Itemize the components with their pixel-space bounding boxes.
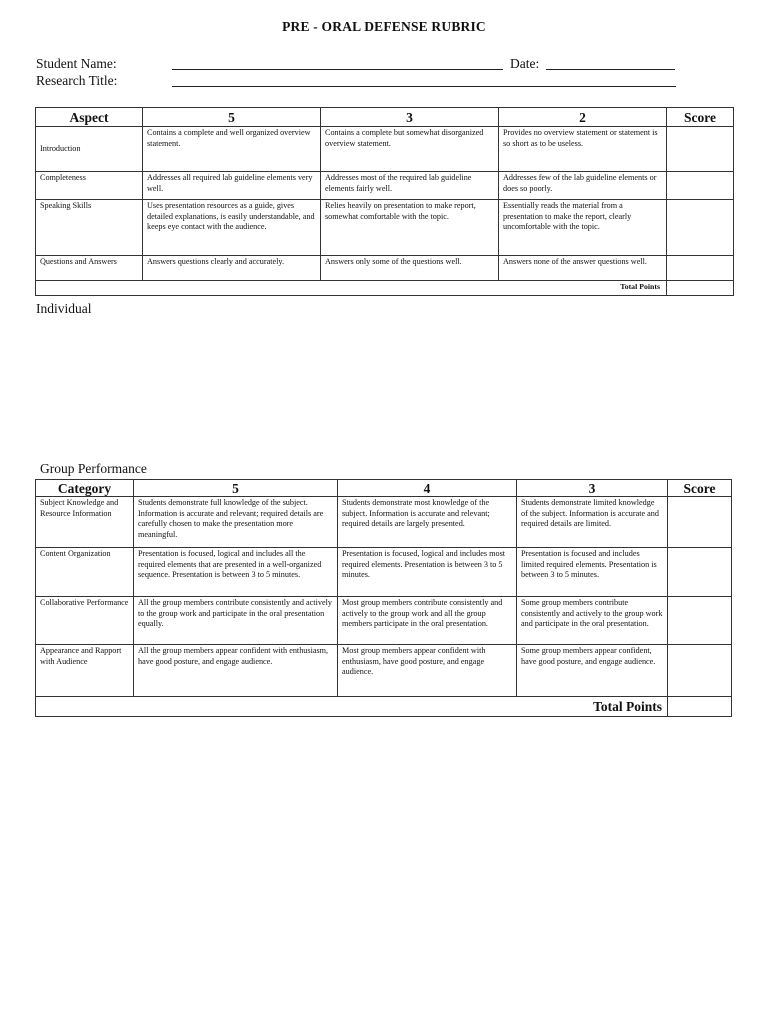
- criteria-cell: Students demonstrate most knowledge of the subject. Information is accurate and relevant; required details are largely presented.: [338, 497, 517, 548]
- student-name-label: Student Name:: [36, 56, 117, 71]
- table-row: [36, 172, 734, 200]
- score-cell[interactable]: [668, 645, 732, 697]
- criteria-cell: Provides no overview statement or statement is so short as to be useless.: [499, 127, 667, 172]
- category-cell: Content Organization: [36, 548, 134, 597]
- criteria-cell: Students demonstrate full knowledge of the subject. Information is accurate and relevant; required details are carefully chosen to make the presentation more meaningful.: [134, 497, 338, 548]
- table-row: [36, 127, 734, 172]
- criteria-cell: Presentation is focused and includes limited required elements. Presentation is between 3 to 5 minutes.: [517, 548, 668, 597]
- header-score: Score: [668, 480, 732, 497]
- rubric-table-individual: [35, 107, 734, 296]
- criteria-cell: Addresses most of the required lab guideline elements fairly well.: [321, 172, 499, 200]
- table-row: [36, 497, 732, 548]
- header-5: 5: [134, 480, 338, 497]
- student-name-line[interactable]: [172, 69, 503, 70]
- table-row: [36, 597, 732, 645]
- score-cell[interactable]: [667, 200, 734, 256]
- criteria-cell: Some group members appear confident, have good posture, and engage audience.: [517, 645, 668, 697]
- criteria-cell: Answers questions clearly and accurately.: [143, 256, 321, 281]
- header-category: Category: [36, 480, 134, 497]
- table-row: [36, 645, 732, 697]
- criteria-cell: Some group members contribute consistently and actively to the group work and participate in the oral presentation.: [517, 597, 668, 645]
- category-cell: Collaborative Performance: [36, 597, 134, 645]
- aspect-cell: Introduction: [36, 127, 143, 172]
- date-label: Date:: [510, 56, 540, 71]
- group-performance-label: Group Performance: [40, 461, 147, 476]
- score-cell[interactable]: [667, 256, 734, 281]
- criteria-cell: Uses presentation resources as a guide, gives detailed explanations, is easily understandable, and keeps eye contact with the audience.: [143, 200, 321, 256]
- aspect-cell: Questions and Answers: [36, 256, 143, 281]
- criteria-cell: Addresses few of the lab guideline elements or does so poorly.: [499, 172, 667, 200]
- header-5: 5: [143, 108, 321, 127]
- aspect-cell: Speaking Skills: [36, 200, 143, 256]
- total-points-cell[interactable]: [667, 281, 734, 296]
- total-points-label: Total Points: [36, 697, 668, 717]
- criteria-cell: Answers none of the answer questions well.: [499, 256, 667, 281]
- rubric1-total-row: [36, 281, 734, 296]
- score-cell[interactable]: [668, 597, 732, 645]
- criteria-cell: Most group members appear confident with enthusiasm, have good posture, and engage audience.: [338, 645, 517, 697]
- criteria-cell: Students demonstrate limited knowledge of the subject. Information is accurate and required details are limited.: [517, 497, 668, 548]
- document-title: PRE - ORAL DEFENSE RUBRIC: [282, 19, 486, 34]
- criteria-cell: Answers only some of the questions well.: [321, 256, 499, 281]
- score-cell[interactable]: [668, 548, 732, 597]
- score-cell[interactable]: [668, 497, 732, 548]
- header-2: 2: [499, 108, 667, 127]
- rubric2-header-row: [36, 480, 732, 497]
- criteria-cell: Relies heavily on presentation to make report, somewhat comfortable with the topic.: [321, 200, 499, 256]
- header-4: 4: [338, 480, 517, 497]
- criteria-cell: Addresses all required lab guideline elements very well.: [143, 172, 321, 200]
- criteria-cell: Most group members contribute consistently and actively to the group work and all the group members participate in the oral presentation.: [338, 597, 517, 645]
- research-title-line[interactable]: [172, 86, 676, 87]
- category-cell: Appearance and Rapport with Audience: [36, 645, 134, 697]
- aspect-cell: Completeness: [36, 172, 143, 200]
- criteria-cell: Presentation is focused, logical and includes all the required elements that are presented in a well-organized sequence. Presentation is between 3 to 5 minutes.: [134, 548, 338, 597]
- category-cell: Subject Knowledge and Resource Information: [36, 497, 134, 548]
- table-row: [36, 256, 734, 281]
- table-row: [36, 548, 732, 597]
- table-row: [36, 200, 734, 256]
- rubric2-total-row: [36, 697, 732, 717]
- header-3: 3: [517, 480, 668, 497]
- rubric1-header-row: [36, 108, 734, 127]
- individual-label: Individual: [36, 301, 92, 316]
- rubric-table-group: [35, 479, 732, 717]
- total-points-cell[interactable]: [668, 697, 732, 717]
- header-aspect: Aspect: [36, 108, 143, 127]
- criteria-cell: All the group members appear confident with enthusiasm, have good posture, and engage audience.: [134, 645, 338, 697]
- criteria-cell: All the group members contribute consistently and actively to the group work and participate in the oral presentation equally.: [134, 597, 338, 645]
- criteria-cell: Contains a complete and well organized overview statement.: [143, 127, 321, 172]
- criteria-cell: Presentation is focused, logical and includes most required elements. Presentation is between 3 to 5 minutes.: [338, 548, 517, 597]
- criteria-cell: Contains a complete but somewhat disorganized overview statement.: [321, 127, 499, 172]
- criteria-cell: Essentially reads the material from a presentation to make the report, clearly uncomfortable with the topic.: [499, 200, 667, 256]
- score-cell[interactable]: [667, 172, 734, 200]
- header-3: 3: [321, 108, 499, 127]
- score-cell[interactable]: [667, 127, 734, 172]
- research-title-label: Research Title:: [36, 73, 118, 88]
- total-points-label: Total Points: [36, 281, 667, 296]
- header-score: Score: [667, 108, 734, 127]
- date-line[interactable]: [546, 69, 675, 70]
